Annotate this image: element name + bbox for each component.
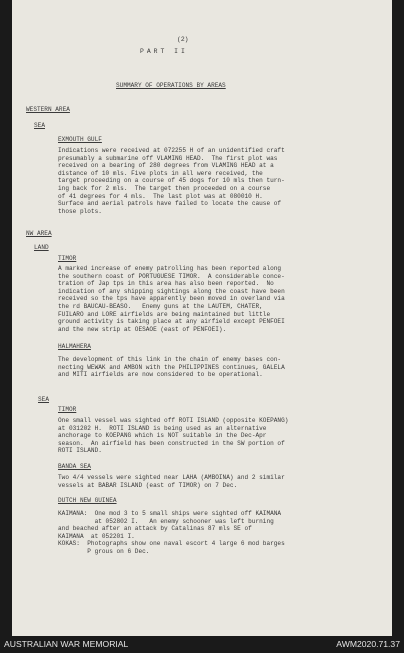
page-number: (2) <box>177 36 189 43</box>
exmouth-gulf-heading: EXMOUTH GULF <box>58 136 102 143</box>
nw-sea-label: SEA <box>38 396 49 403</box>
banda-sea-heading: BANDA SEA <box>58 463 91 470</box>
nw-area-heading: NW AREA <box>26 230 52 237</box>
nw-land-label: LAND <box>34 244 49 251</box>
western-area-heading: WESTERN AREA <box>26 106 70 113</box>
part-heading: PART II <box>140 48 188 55</box>
timor-land-text: A marked increase of enemy patrolling has been reported along the southern coast of PORTUGUESE TIMOR. A considerable conce- tration of Jap tps in this area has also been reported. No indication of any shipping sightings along the coast have been received so the tps have apparently been moved in overland via the rd BAUCAU-BEASO. Enemy guns at the LAUTEM, CHATER, FUILARO and LORE airfields are being maintained but little ground activity is taking place at any airfield except PENFOEI and the new strip at OESAOE (east of PENFOEI). <box>58 265 285 333</box>
timor-sea-heading: TIMOR <box>58 406 77 413</box>
dutch-new-guinea-heading: DUTCH NEW GUINEA <box>58 497 117 504</box>
institution-label: AUSTRALIAN WAR MEMORIAL <box>4 639 129 649</box>
reference-number: AWM2020.71.37 <box>336 639 400 649</box>
document-page <box>12 0 392 636</box>
exmouth-gulf-text: Indications were received at 072255 H of an unidentified craft presumably a submarine off VLAMING HEAD. The first plot was received on a bearing of 280 degrees from VLAMING HEAD at a distance of 10 mls. Five plots in all were received, the target proceeding on a course of 45 dogs for 10 mls then turn- ing back for 2 mls. The target then proceeded on a course of 41 degrees for 4 mls. The last plot was at 080010 H. Surface and aerial patrols have failed to locate the cause of those plots. <box>58 147 285 215</box>
timor-sea-text: One small vessel was sighted off ROTI ISLAND (opposite KOEPANG) at 031202 H. ROTI ISLAND is being used as an alternative anchorage to KOEPANG which is NOT suitable in the Dec-Apr season. An airfield has been constructed in the SW portion of ROTI ISLAND. <box>58 417 289 455</box>
western-sea-label: SEA <box>34 122 45 129</box>
halmahera-text: The development of this link in the chain of enemy bases con- necting WEWAK and AMBON with the PHILIPPINES continues, GALELA and MITI airfields are now considered to be operational. <box>58 356 285 379</box>
dutch-new-guinea-text: KAIMANA: One mod 3 to 5 small ships were sighted off KAIMANA at 052802 I. An enemy schooner was left burning and beached after an attack by Catalinas 87 mls SE of KAIMANA at 052201 I. KOKAS: Photographs show one naval escort 4 large 6 mod barges P grous on 6 Dec. <box>58 510 285 555</box>
banda-sea-text: Two 4/4 vessels were sighted near LAHA (AMBOINA) and 2 similar vessels at BABAR ISLAND (east of TIMOR) on 7 Dec. <box>58 474 285 489</box>
halmahera-heading: HALMAHERA <box>58 343 91 350</box>
summary-heading: SUMMARY OF OPERATIONS BY AREAS <box>116 82 226 89</box>
timor-land-heading: TIMOR <box>58 255 77 262</box>
archive-footer <box>0 636 404 653</box>
